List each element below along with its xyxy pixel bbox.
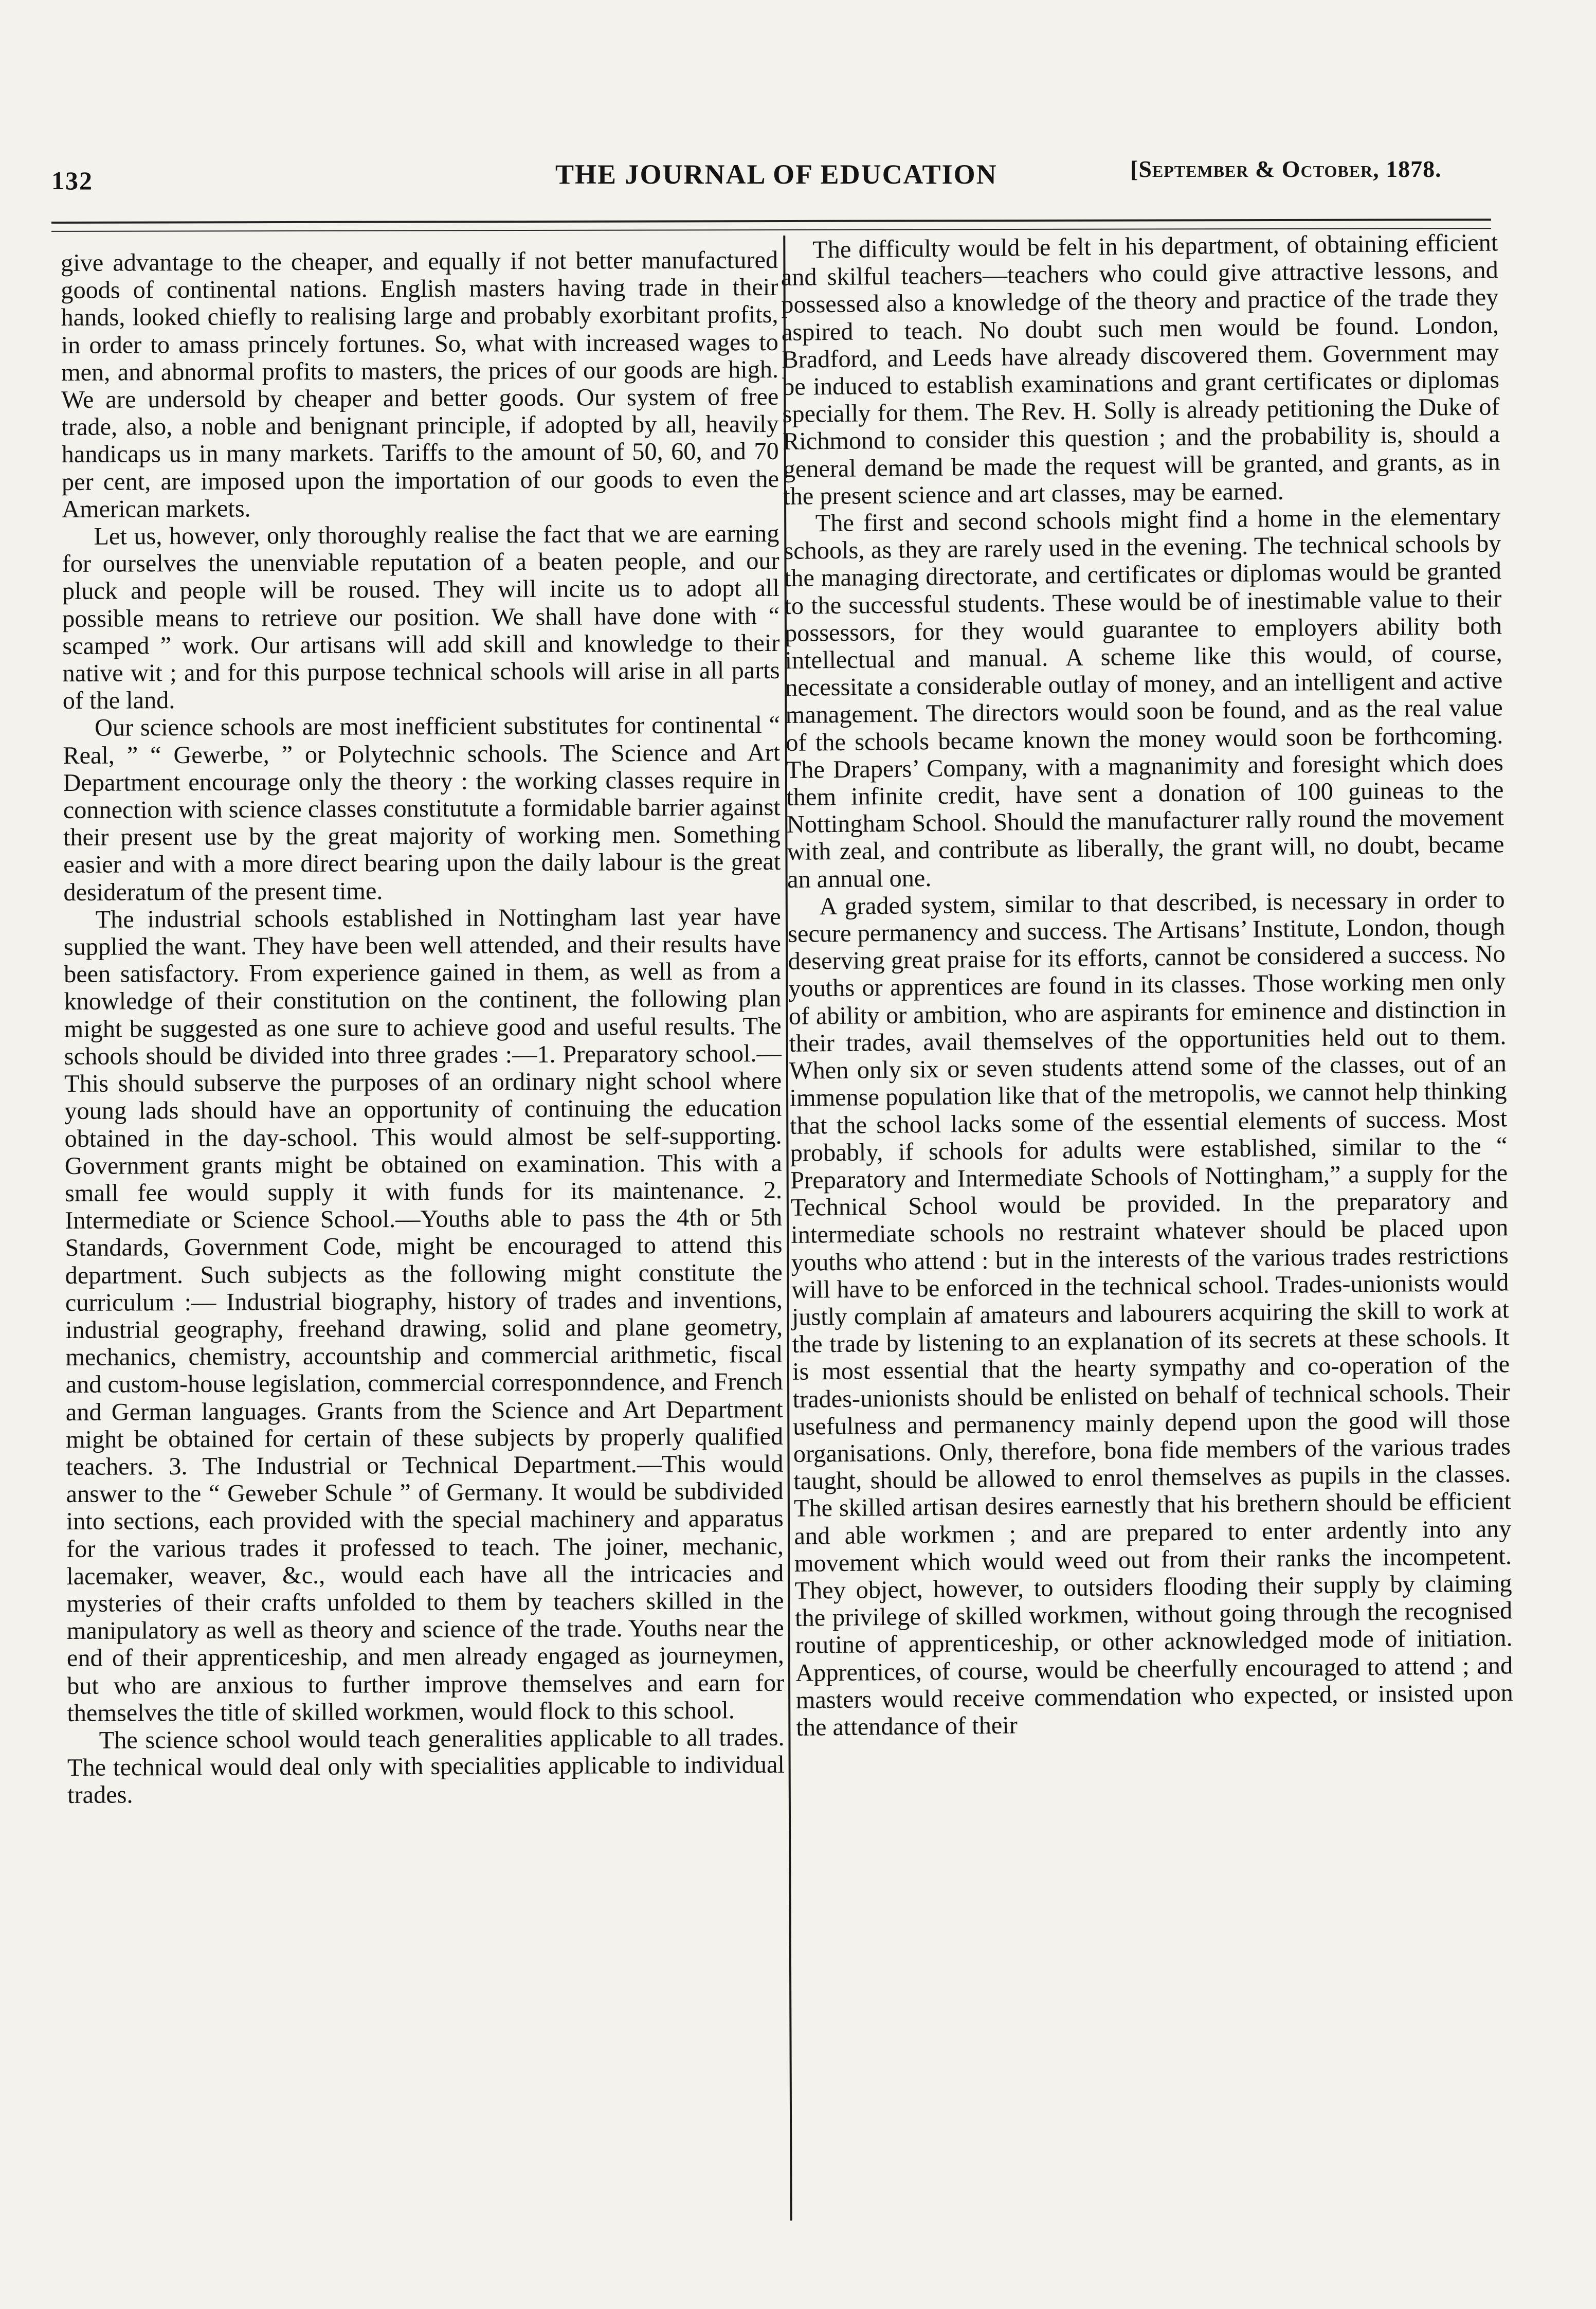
page-header [51, 155, 1491, 196]
journal-title: THE JOURNAL OF EDUCATION [555, 159, 997, 190]
paragraph: The industrial schools established in Nottingham last year have supplied the want. They have been well attended, and their results have been satisfactory. From experience gained in them, as well as from a knowledge of their constitution on the continent, the following plan might be suggested as one sure to achieve good and useful results. The schools should be divided into three grades :—1. Preparatory school.—This should subserve the purposes of an ordinary night school where young lads should have an opportunity of continuing the education obtained in the day-school. This would almost be self-supporting. Government grants might be obtained on examination. This with a small fee would supply it with funds for its maintenance. 2. Intermediate or Science School.—Youths able to pass the 4th or 5th Standards, Government Code, might be encouraged to attend this department. Such subjects as the following might constitute the curriculum :— Industrial biography, history of trades and inventions, industrial geography, freehand drawing, solid and plane geometry, mechanics, chemistry, accountship and commercial arithmetic, fiscal and custom-house legislation, commercial corresponndence, and French and German languages. Grants from the Science and Art Department might be obtained for certain of these subjects by properly qualified teachers. 3. The Industrial or Technical Department.—This would answer to the “ Geweber Schule ” of Germany. It would be subdivided into sections, each provided with the special machinery and apparatus for the various trades it professed to teach. The joiner, mechanic, lacemaker, weaver, &c., would each have all the intricacies and mysteries of their crafts unfolded to them by teachers skilled in the manipulatory as well as theory and science of the trade. Youths near the end of their apprenticeship, and men already engaged as journeymen, but who are anxious to further improve themselves and earn for themselves the title of skilled workmen, would flock to this school. [63, 903, 785, 1727]
paragraph: Our science schools are most inefficient substitutes for continental “ Real, ” “ Gewerbe, ” or Polytechnic schools. The Science and Art Department encourage only the theory : the working classes require in connection with science classes constitutute a formidable barrier against their present use by the great majority of working men. Something easier and with a more direct bearing upon the daily labour is the great desideratum of the present time. [63, 711, 781, 906]
right-column [781, 229, 1514, 1741]
left-column [61, 246, 785, 1809]
paragraph: The difficulty would be felt in his department, of obtaining efficient and skilful teachers—teachers who could give attractive lessons, and possessed also a knowledge of the theory and practice of the trade they aspired to teach. No doubt such men would be found. London, Bradford, and Leeds have already discovered them. Government may be induced to establish examinations and grant certificates or diplomas specially for them. The Rev. H. Solly is already petitioning the Duke of Richmond to consider this question ; and the probability is, should a general demand be made the request will be granted, and grants, as in the present science and art classes, may be earned. [781, 229, 1500, 510]
paragraph: Let us, however, only thoroughly realise the fact that we are earning for ourselves the unenviable reputation of a beaten people, and our pluck and people will be roused. They will incite us to adopt all possible means to retrieve our position. We shall have done with “ scamped ” work. Our artisans will add skill and knowledge to their native wit ; and for this purpose technical schools will arise in all parts of the land. [62, 519, 780, 715]
paragraph: The first and second schools might find a home in the elementary schools, as they are rarely used in the evening. The technical schools by the managing directorate, and certificates or diplomas would be granted to the successful students. These would be of inestimable value to their possessors, for they would guarantee to employers ability both intellectual and manual. A scheme like this would, of course, necessitate a considerable outlay of money, and an intelligent and active management. The directors would soon be found, and as the real value of the schools became known the money would soon be forthcoming. The Drapers’ Company, with a magnanimity and foresight which does them infinite credit, have sent a donation of 100 guineas to the Nottingham School. Should the manufacturer rally round the movement with zeal, and contribute as liberally, the grant will, no doubt, became an annual one. [784, 502, 1504, 893]
paragraph: The science school would teach generalities applicable to all trades. The technical would deal only with specialities applicable to individual trades. [67, 1723, 785, 1809]
page-number: 132 [51, 166, 93, 195]
paragraph: A graded system, similar to that described, is necessary in order to secure permanency and success. The Artisans’ Institute, London, though deserving great praise for its efforts, cannot be considered a success. No youths or apprentices are found in its classes. Those working men only of ability or ambition, who are aspirants for eminence and distinction in their trades, avail themselves of the opportunities held out to them. When only six or seven students attend some of the classes, out of an immense population like that of the metropolis, we cannot help thinking that the school lacks some of the essential elements of success. Most probably, if schools for adults were established, similar to the “ Preparatory and Intermediate Schools of Nottingham,” a supply for the Technical School would be provided. In the preparatory and intermediate schools no restraint whatever should be placed upon youths who attend : but in the interests of the various trades restrictions will have to be enforced in the technical school. Trades-unionists would justly complain af amateurs and labourers acquiring the skill to work at the trade by listening to an explanation of its secrets at these schools. It is most essential that the hearty sympathy and co-operation of the trades-unionists should be enlisted on behalf of technical schools. Their usefulness and permanency mainly depend upon the good will those organisations. Only, therefore, bona fide members of the various trades taught, should be allowed to enrol themselves as pupils in the classes. The skilled artisan desires earnestly that his brethern should be efficient and able workmen ; and are prepared to enter ardently into any movement which would weed out from their ranks the incompetent. They object, however, to outsiders flooding their supply by claiming the privilege of skilled workmen, without going through the recognised routine of apprenticeship, or other acknowledged mode of initiation. Apprentices, of course, would be cheerfully encouraged to attend ; and masters would receive commendation who expected, or insisted upon the attendance of their [787, 886, 1514, 1741]
paragraph: give advantage to the cheaper, and equally if not better manufactured goods of continental nations. English masters having trade in their hands, looked chiefly to realising large and probably exorbitant profits, in order to amass princely fortunes. So, what with increased wages to men, and abnormal profits to masters, the prices of our goods are high. We are undersold by cheaper and better goods. Our system of free trade, also, a noble and benignant principle, if adopted by all, heavily handicaps us in many markets. Tariffs to the amount of 50, 60, and 70 per cent, are imposed upon the importation of our goods to even the American markets. [61, 246, 779, 523]
issue-date: [September & October, 1878. [1130, 156, 1442, 182]
header-rule-thick [51, 219, 1491, 224]
